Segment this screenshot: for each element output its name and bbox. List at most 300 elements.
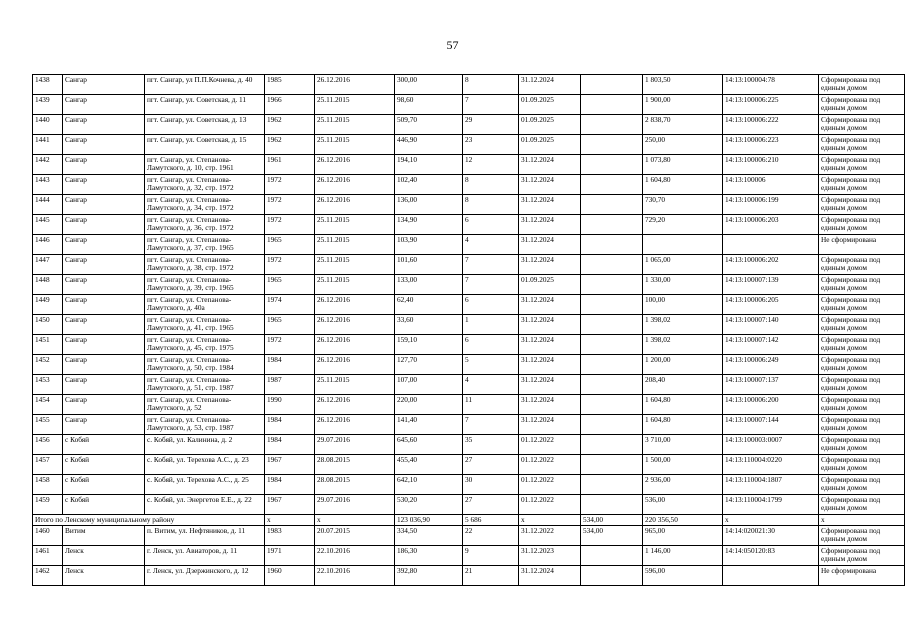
cell-c10: 730,70: [643, 195, 723, 215]
cell-residents: 22: [463, 526, 519, 546]
cell-status: Сформирована под единым домом: [819, 295, 905, 315]
cell-number: 1445: [33, 215, 63, 235]
cell-c9: [581, 95, 643, 115]
cell-residents: 12: [463, 155, 519, 175]
cell-year: 1967: [265, 495, 315, 515]
cell-c9: [581, 175, 643, 195]
cell-c9: [581, 235, 643, 255]
cell-area: 133,00: [395, 275, 463, 295]
cell-address: пгт. Сангар, ул. Степанова-Ламутского, д. 40а: [145, 295, 265, 315]
total-status: х: [819, 515, 905, 526]
cell-area: 98,60: [395, 95, 463, 115]
cell-locality: Витим: [63, 526, 145, 546]
cell-deadline: 31.12.2024: [519, 395, 581, 415]
cell-c10: 250,00: [643, 135, 723, 155]
cell-year: 1972: [265, 175, 315, 195]
cell-residents: 1: [463, 315, 519, 335]
cell-locality: Сангар: [63, 95, 145, 115]
cell-c10: 1 065,00: [643, 255, 723, 275]
cell-cadastral: 14:14:050120:83: [723, 546, 819, 566]
cell-c10: 2 838,70: [643, 115, 723, 135]
cell-c10: 1 398,02: [643, 315, 723, 335]
cell-area: 642,10: [395, 475, 463, 495]
cell-status: Сформирована под единым домом: [819, 75, 905, 95]
cell-c10: 1 330,00: [643, 275, 723, 295]
cell-c9: [581, 395, 643, 415]
cell-c10: 3 710,00: [643, 435, 723, 455]
cell-number: 1441: [33, 135, 63, 155]
cell-c9: [581, 335, 643, 355]
table-row: [33, 175, 905, 195]
cell-date: 25.11.2015: [315, 375, 395, 395]
cell-status: Сформирована под единым домом: [819, 115, 905, 135]
total-residents: 5 686: [463, 515, 519, 526]
cell-c9: [581, 295, 643, 315]
cell-number: 1443: [33, 175, 63, 195]
table-body-part1: [33, 75, 905, 515]
cell-number: 1449: [33, 295, 63, 315]
cell-c10: 208,40: [643, 375, 723, 395]
cell-address: г. Ленск, ул. Авиаторов, д. 11: [145, 546, 265, 566]
cell-year: 1984: [265, 355, 315, 375]
cell-c10: 1 604,80: [643, 175, 723, 195]
cell-status: Сформирована под единым домом: [819, 195, 905, 215]
cell-area: 530,20: [395, 495, 463, 515]
cell-cadastral: 14:13:110004:1807: [723, 475, 819, 495]
cell-residents: 6: [463, 335, 519, 355]
cell-date: 26.12.2016: [315, 175, 395, 195]
total-year: х: [265, 515, 315, 526]
cell-number: 1460: [33, 526, 63, 546]
cell-status: Сформирована под единым домом: [819, 455, 905, 475]
cell-c9: [581, 135, 643, 155]
cell-area: 186,30: [395, 546, 463, 566]
table-row: [33, 115, 905, 135]
cell-status: Сформирована под единым домом: [819, 315, 905, 335]
cell-date: 26.12.2016: [315, 335, 395, 355]
table-row: [33, 75, 905, 95]
total-c10: 220 356,50: [643, 515, 723, 526]
cell-residents: 9: [463, 546, 519, 566]
cell-date: 28.08.2015: [315, 475, 395, 495]
cell-residents: 8: [463, 75, 519, 95]
cell-residents: 35: [463, 435, 519, 455]
cell-residents: 23: [463, 135, 519, 155]
cell-c10: 1 803,50: [643, 75, 723, 95]
cell-locality: Сангар: [63, 215, 145, 235]
cell-date: 25.11.2015: [315, 115, 395, 135]
cell-number: 1458: [33, 475, 63, 495]
cell-residents: 5: [463, 355, 519, 375]
table-row: [33, 475, 905, 495]
cell-locality: Сангар: [63, 315, 145, 335]
cell-address: г. Ленск, ул. Дзержинского, д. 12: [145, 566, 265, 586]
cell-locality: Сангар: [63, 155, 145, 175]
cell-year: 1965: [265, 315, 315, 335]
cell-deadline: 31.12.2024: [519, 315, 581, 335]
cell-residents: 29: [463, 115, 519, 135]
cell-deadline: 01.12.2022: [519, 435, 581, 455]
cell-cadastral: 14:13:100006:200: [723, 395, 819, 415]
cell-c10: 596,00: [643, 566, 723, 586]
cell-address: пгт. Сангар, ул. Степанова-Ламутского, д. 51, стр. 1987: [145, 375, 265, 395]
cell-c10: 1 604,80: [643, 395, 723, 415]
cell-area: 645,60: [395, 435, 463, 455]
cell-residents: 7: [463, 95, 519, 115]
cell-address: пгт. Сангар, ул. Степанова-Ламутского, д. 36, стр. 1972: [145, 215, 265, 235]
cell-deadline: 31.12.2024: [519, 215, 581, 235]
cell-area: 334,50: [395, 526, 463, 546]
cell-year: 1965: [265, 235, 315, 255]
cell-date: 26.12.2016: [315, 295, 395, 315]
cell-c9: [581, 195, 643, 215]
cell-locality: Сангар: [63, 295, 145, 315]
cell-locality: Сангар: [63, 375, 145, 395]
cell-deadline: 31.12.2022: [519, 526, 581, 546]
cell-c9: [581, 475, 643, 495]
cell-status: Сформирована под единым домом: [819, 135, 905, 155]
cell-date: 25.11.2015: [315, 255, 395, 275]
cell-status: Сформирована под единым домом: [819, 175, 905, 195]
cell-deadline: 01.09.2025: [519, 135, 581, 155]
cell-deadline: 01.12.2022: [519, 495, 581, 515]
cell-cadastral: 14:13:100007:142: [723, 335, 819, 355]
table-row: [33, 195, 905, 215]
cell-area: 134,90: [395, 215, 463, 235]
cell-address: пгт. Сангар, ул. Степанова-Ламутского, д. 52: [145, 395, 265, 415]
total-date: х: [315, 515, 395, 526]
cell-address: с. Кобяй, ул. Энергетов Е.Е., д. 22: [145, 495, 265, 515]
cell-address: пгт. Сангар, ул. Советская, д. 15: [145, 135, 265, 155]
page-number: 57: [446, 38, 459, 52]
table-row: [33, 155, 905, 175]
cell-year: 1961: [265, 155, 315, 175]
cell-status: Сформирована под единым домом: [819, 415, 905, 435]
table-row: [33, 435, 905, 455]
cell-number: 1446: [33, 235, 63, 255]
table-body-part2: [33, 526, 905, 586]
table-row: [33, 526, 905, 546]
cell-c10: 965,00: [643, 526, 723, 546]
cell-number: 1440: [33, 115, 63, 135]
cell-number: 1438: [33, 75, 63, 95]
cell-address: пгт. Сангар, ул. Степанова-Ламутского, д. 45, стр. 1975: [145, 335, 265, 355]
table-row: [33, 255, 905, 275]
cell-cadastral: 14:13:110004:1799: [723, 495, 819, 515]
table-row: [33, 375, 905, 395]
cell-address: пгт. Сангар, ул П.П.Кочнева, д. 40: [145, 75, 265, 95]
cell-address: пгт. Сангар, ул. Советская, д. 11: [145, 95, 265, 115]
cell-status: Сформирована под единым домом: [819, 275, 905, 295]
cell-c9: [581, 255, 643, 275]
cell-date: 25.11.2015: [315, 135, 395, 155]
cell-residents: 4: [463, 375, 519, 395]
cell-locality: Сангар: [63, 355, 145, 375]
cell-area: 220,00: [395, 395, 463, 415]
cell-cadastral: [723, 235, 819, 255]
table-row: [33, 95, 905, 115]
cell-cadastral: 14:13:100004:78: [723, 75, 819, 95]
cell-locality: Ленск: [63, 546, 145, 566]
total-row: [33, 515, 905, 526]
cell-area: 127,70: [395, 355, 463, 375]
cell-area: 107,00: [395, 375, 463, 395]
cell-address: пгт. Сангар, ул. Степанова-Ламутского, д. 50, стр. 1984: [145, 355, 265, 375]
cell-area: 33,60: [395, 315, 463, 335]
cell-year: 1984: [265, 435, 315, 455]
cell-year: 1967: [265, 455, 315, 475]
cell-c9: [581, 546, 643, 566]
cell-locality: Ленск: [63, 566, 145, 586]
cell-cadastral: 14:13:110004:0220: [723, 455, 819, 475]
cell-locality: Сангар: [63, 195, 145, 215]
cell-deadline: 31.12.2024: [519, 175, 581, 195]
cell-area: 103,90: [395, 235, 463, 255]
cell-residents: 6: [463, 215, 519, 235]
cell-locality: с Кобяй: [63, 435, 145, 455]
cell-number: 1444: [33, 195, 63, 215]
table-row: [33, 495, 905, 515]
cell-c10: 100,00: [643, 295, 723, 315]
table-row: [33, 295, 905, 315]
cell-area: 159,10: [395, 335, 463, 355]
cell-date: 25.11.2015: [315, 235, 395, 255]
cell-cadastral: 14:13:100007:137: [723, 375, 819, 395]
cell-deadline: 31.12.2024: [519, 566, 581, 586]
cell-year: 1971: [265, 546, 315, 566]
cell-c9: 534,00: [581, 526, 643, 546]
cell-year: 1987: [265, 375, 315, 395]
table-row: [33, 415, 905, 435]
cell-area: 141,40: [395, 415, 463, 435]
cell-date: 22.10.2016: [315, 546, 395, 566]
cell-address: пгт. Сангар, ул. Степанова-Ламутского, д. 39, стр. 1965: [145, 275, 265, 295]
cell-status: Сформирована под единым домом: [819, 255, 905, 275]
cell-address: п. Витим, ул. Нефтяников, д. 11: [145, 526, 265, 546]
cell-locality: с Кобяй: [63, 455, 145, 475]
table-row: [33, 566, 905, 586]
cell-deadline: 01.12.2022: [519, 455, 581, 475]
cell-date: 25.11.2015: [315, 95, 395, 115]
cell-deadline: 31.12.2023: [519, 546, 581, 566]
cell-address: с. Кобяй, ул. Терехова А.С., д. 25: [145, 475, 265, 495]
cell-number: 1456: [33, 435, 63, 455]
cell-status: Сформирована под единым домом: [819, 495, 905, 515]
cell-residents: 7: [463, 415, 519, 435]
cell-address: пгт. Сангар, ул. Степанова-Ламутского, д. 41, стр. 1965: [145, 315, 265, 335]
cell-cadastral: [723, 566, 819, 586]
cell-status: Сформирована под единым домом: [819, 475, 905, 495]
cell-c10: 1 146,00: [643, 546, 723, 566]
cell-number: 1450: [33, 315, 63, 335]
cell-number: 1462: [33, 566, 63, 586]
cell-date: 26.12.2016: [315, 195, 395, 215]
cell-locality: Сангар: [63, 235, 145, 255]
total-c9: 534,00: [581, 515, 643, 526]
cell-c9: [581, 315, 643, 335]
cell-c9: [581, 75, 643, 95]
cell-c10: 1 900,00: [643, 95, 723, 115]
cell-c9: [581, 375, 643, 395]
cell-year: 1990: [265, 395, 315, 415]
cell-number: 1442: [33, 155, 63, 175]
cell-deadline: 31.12.2024: [519, 235, 581, 255]
cell-number: 1461: [33, 546, 63, 566]
cell-number: 1454: [33, 395, 63, 415]
cell-c9: [581, 495, 643, 515]
cell-c9: [581, 215, 643, 235]
cell-number: 1453: [33, 375, 63, 395]
cell-deadline: 01.09.2025: [519, 95, 581, 115]
cell-year: 1972: [265, 215, 315, 235]
cell-c10: 729,20: [643, 215, 723, 235]
cell-year: 1965: [265, 275, 315, 295]
cell-c9: [581, 155, 643, 175]
cell-address: пгт. Сангар, ул. Степанова-Ламутского, д. 38, стр. 1972: [145, 255, 265, 275]
cell-cadastral: 14:13:100006: [723, 175, 819, 195]
cell-residents: 7: [463, 275, 519, 295]
cell-date: 25.11.2015: [315, 275, 395, 295]
table-row: [33, 546, 905, 566]
table-row: [33, 235, 905, 255]
cell-deadline: 31.12.2024: [519, 195, 581, 215]
cell-cadastral: 14:13:100003:0007: [723, 435, 819, 455]
cell-c10: 1 200,00: [643, 355, 723, 375]
total-area: 123 036,90: [395, 515, 463, 526]
cell-year: 1962: [265, 115, 315, 135]
cell-locality: с Кобяй: [63, 495, 145, 515]
cell-year: 1966: [265, 95, 315, 115]
cell-deadline: 01.12.2022: [519, 475, 581, 495]
cell-year: 1972: [265, 195, 315, 215]
cell-date: 20.07.2015: [315, 526, 395, 546]
table-row: [33, 395, 905, 415]
cell-area: 392,80: [395, 566, 463, 586]
cell-c10: 1 500,00: [643, 455, 723, 475]
cell-deadline: 31.12.2024: [519, 375, 581, 395]
table-row: [33, 335, 905, 355]
cell-status: Сформирована под единым домом: [819, 435, 905, 455]
cell-deadline: 31.12.2024: [519, 415, 581, 435]
cell-c9: [581, 115, 643, 135]
cell-status: Сформирована под единым домом: [819, 95, 905, 115]
cell-cadastral: 14:13:100006:222: [723, 115, 819, 135]
cell-residents: 4: [463, 235, 519, 255]
cell-number: 1451: [33, 335, 63, 355]
cell-locality: Сангар: [63, 395, 145, 415]
table-row: [33, 315, 905, 335]
cell-deadline: 31.12.2024: [519, 295, 581, 315]
cell-number: 1457: [33, 455, 63, 475]
table-row: [33, 355, 905, 375]
cell-address: пгт. Сангар, ул. Степанова-Ламутского, д. 10, стр. 1961: [145, 155, 265, 175]
cell-cadastral: 14:13:100006:249: [723, 355, 819, 375]
cell-c10: 1 073,80: [643, 155, 723, 175]
cell-area: 136,00: [395, 195, 463, 215]
cell-number: 1448: [33, 275, 63, 295]
cell-deadline: 31.12.2024: [519, 75, 581, 95]
cell-deadline: 31.12.2024: [519, 255, 581, 275]
cell-date: 26.12.2016: [315, 415, 395, 435]
cell-address: с. Кобяй, ул. Терехова А.С., д. 23: [145, 455, 265, 475]
cell-cadastral: 14:13:100006:205: [723, 295, 819, 315]
cell-year: 1983: [265, 526, 315, 546]
cell-locality: Сангар: [63, 335, 145, 355]
cell-locality: с Кобяй: [63, 475, 145, 495]
cell-address: пгт. Сангар, ул. Советская, д. 13: [145, 115, 265, 135]
cell-c10: 1 604,80: [643, 415, 723, 435]
cell-c9: [581, 415, 643, 435]
total-deadline: х: [519, 515, 581, 526]
cell-area: 300,00: [395, 75, 463, 95]
cell-area: 62,40: [395, 295, 463, 315]
cell-cadastral: 14:13:100006:199: [723, 195, 819, 215]
cell-c10: 1 398,02: [643, 335, 723, 355]
table-row: [33, 455, 905, 475]
cell-date: 26.12.2016: [315, 395, 395, 415]
cell-c10: 2 936,00: [643, 475, 723, 495]
cell-deadline: 31.12.2024: [519, 335, 581, 355]
cell-c9: [581, 455, 643, 475]
cell-number: 1452: [33, 355, 63, 375]
cell-residents: 8: [463, 195, 519, 215]
cell-address: пгт. Сангар, ул. Степанова-Ламутского, д. 53, стр. 1987: [145, 415, 265, 435]
cell-date: 26.12.2016: [315, 355, 395, 375]
cell-date: 26.12.2016: [315, 155, 395, 175]
cell-status: Сформирована под единым домом: [819, 355, 905, 375]
cell-date: 26.12.2016: [315, 315, 395, 335]
cell-residents: 30: [463, 475, 519, 495]
cell-locality: Сангар: [63, 415, 145, 435]
cell-year: 1972: [265, 335, 315, 355]
cell-area: 455,40: [395, 455, 463, 475]
cell-residents: 21: [463, 566, 519, 586]
cell-date: 22.10.2016: [315, 566, 395, 586]
cell-deadline: 01.09.2025: [519, 275, 581, 295]
cell-locality: Сангар: [63, 75, 145, 95]
total-cadastral: х: [723, 515, 819, 526]
cell-status: Сформирована под единым домом: [819, 395, 905, 415]
cell-area: 509,70: [395, 115, 463, 135]
cell-locality: Сангар: [63, 175, 145, 195]
cell-status: Сформирована под единым домом: [819, 546, 905, 566]
cell-status: Не сформирована: [819, 566, 905, 586]
cell-date: 28.08.2015: [315, 455, 395, 475]
cell-locality: Сангар: [63, 255, 145, 275]
cell-number: 1447: [33, 255, 63, 275]
cell-deadline: 01.09.2025: [519, 115, 581, 135]
cell-date: 29.07.2016: [315, 495, 395, 515]
cell-date: 29.07.2016: [315, 435, 395, 455]
cell-year: 1960: [265, 566, 315, 586]
table-row: [33, 275, 905, 295]
cell-cadastral: 14:13:100006:223: [723, 135, 819, 155]
cell-residents: 7: [463, 255, 519, 275]
cell-cadastral: 14:13:100006:202: [723, 255, 819, 275]
cell-date: 25.11.2015: [315, 215, 395, 235]
cell-deadline: 31.12.2024: [519, 355, 581, 375]
cell-status: Сформирована под единым домом: [819, 335, 905, 355]
cell-c10: 536,00: [643, 495, 723, 515]
cell-residents: 27: [463, 495, 519, 515]
cell-cadastral: 14:13:100007:140: [723, 315, 819, 335]
cell-status: Сформирована под единым домом: [819, 526, 905, 546]
cell-number: 1459: [33, 495, 63, 515]
cell-area: 102,40: [395, 175, 463, 195]
cell-locality: Сангар: [63, 115, 145, 135]
cell-cadastral: 14:13:100007:139: [723, 275, 819, 295]
cell-deadline: 31.12.2024: [519, 155, 581, 175]
